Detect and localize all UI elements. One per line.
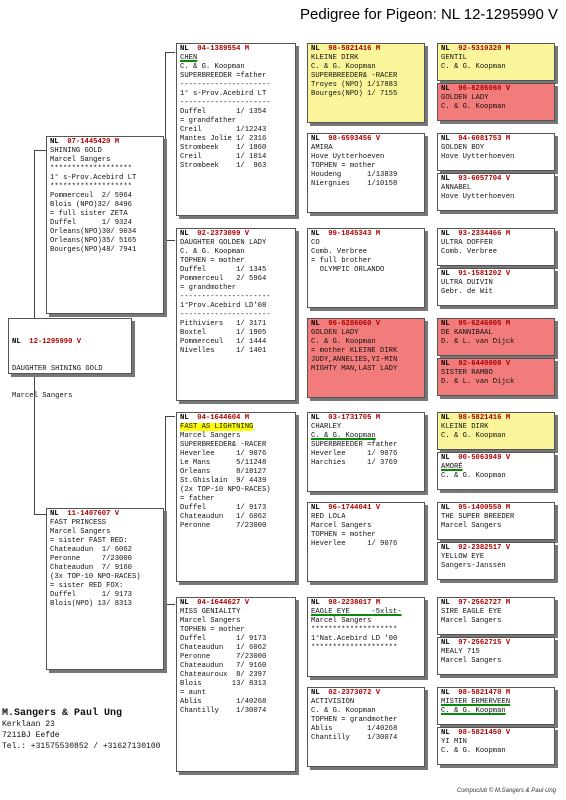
- pigeon-name: FAST AS LIGHTNING: [180, 423, 254, 431]
- great-grandparent-card[interactable]: [307, 502, 425, 582]
- pedigree-line: KLEINE DIRK: [311, 54, 359, 62]
- pedigree-line: FAST PRINCESS: [50, 519, 107, 527]
- pedigree-line: Comb. Verbree: [441, 248, 498, 256]
- pedigree-line: = sister FAST RED:: [50, 537, 128, 545]
- pedigree-line: Creil 1/12243: [180, 126, 267, 134]
- pedigree-line: Marcel Sangers: [441, 522, 502, 530]
- subject-card[interactable]: [8, 318, 132, 400]
- pedigree-line: SUPERBREEDER =father: [180, 72, 267, 80]
- ring-number: NL 02-2373099 V: [180, 230, 250, 238]
- pedigree-line: C. & G. Koopman: [441, 63, 506, 71]
- gg-grandparent-card[interactable]: [437, 687, 555, 725]
- ring-number: NL 12-1295990 V: [12, 338, 82, 346]
- pedigree-line: *******************: [50, 165, 132, 173]
- ring-number: NL 92-2382517 V: [441, 544, 511, 552]
- pedigree-line: GOLDEN LADY: [441, 94, 489, 102]
- pedigree-line: = aunt: [180, 689, 206, 697]
- pedigree-line: Chantilly 1/30074: [180, 707, 267, 715]
- great-grandparent-card[interactable]: [307, 597, 425, 677]
- ring-number: NL 91-1581202 V: [441, 270, 511, 278]
- pedigree-line: Marcel Sangers: [180, 617, 241, 625]
- pedigree-line: Strombeek 1/ 963: [180, 162, 267, 170]
- pedigree-line: 1° s-Prov.Acebird LT: [180, 90, 267, 98]
- pedigree-line: THE SUPER BREEDER: [441, 513, 515, 521]
- pedigree-line: 1°Prov.Acebird LD'08: [180, 302, 267, 310]
- pedigree-line: C. & G. Koopman: [441, 707, 506, 715]
- pedigree-line: SIRE EAGLE EYE: [441, 608, 502, 616]
- pedigree-line: Chateaudun 7/ 9160: [180, 662, 267, 670]
- pedigree-line: TOPHEN = mother: [180, 626, 245, 634]
- pedigree-line: Duffel 1/ 9173: [180, 635, 267, 643]
- pedigree-line: Orleans 8/18127: [180, 468, 267, 476]
- gg-grandparent-card[interactable]: [437, 228, 555, 266]
- pedigree-line: RED LOLA: [311, 513, 346, 521]
- pedigree-line: Niergnies 1/10158: [311, 180, 398, 188]
- pedigree-line: 1° s-Prov.Acebird LT: [50, 174, 137, 182]
- pedigree-line: = full brother: [311, 257, 372, 265]
- pedigree-line: Mantes Jolie 1/ 2316: [180, 135, 267, 143]
- gg-grandparent-card[interactable]: [437, 637, 555, 675]
- pedigree-line: Gebr. de Wit: [441, 288, 493, 296]
- ring-number: NL 93-2334466 M: [441, 230, 511, 238]
- owner-block: [2, 708, 160, 752]
- gg-grandparent-card[interactable]: [437, 173, 555, 211]
- pedigree-line: TOPHEN = grandmother: [311, 716, 398, 724]
- ring-number: NL 92-5310320 M: [441, 45, 511, 53]
- pedigree-line: C. & G. Koopman: [311, 707, 376, 715]
- footer-credit: Compuclub © M.Sangers & Paul Ung: [456, 788, 556, 794]
- pedigree-line: GOLDEN LADY: [311, 329, 359, 337]
- pedigree-line: St.Ghislain 9/ 4439: [180, 477, 267, 485]
- pedigree-line: GENTIL: [441, 54, 467, 62]
- connector: [165, 52, 175, 53]
- pedigree-line: Creil 1/ 1014: [180, 153, 267, 161]
- pedigree-line: DE KANNIBAAL: [441, 329, 493, 337]
- pedigree-line: CHARLEY: [311, 423, 342, 431]
- pedigree-line: Harchies 1/ 3769: [311, 459, 398, 467]
- gg-grandparent-card[interactable]: [437, 412, 555, 450]
- pedigree-line: Ablis 1/40268: [311, 725, 398, 733]
- gg-grandparent-card[interactable]: [437, 133, 555, 171]
- pedigree-line: Troyes (NPO) 1/17883: [311, 81, 398, 89]
- owner-address-2: 7211BJ Eefde: [2, 731, 60, 740]
- pedigree-line: Boxtel 1/ 1905: [180, 329, 267, 337]
- pedigree-line: GOLDEN BOY: [441, 144, 485, 152]
- pedigree-line: D. & L. van Dijck: [441, 338, 515, 346]
- pedigree-line: ULTRA DOFFER: [441, 239, 493, 247]
- ring-number: NL 11-1407607 V: [50, 510, 120, 518]
- pedigree-line: Hove Uytterhoeven: [311, 153, 385, 161]
- gg-grandparent-card[interactable]: [437, 318, 555, 356]
- pedigree-line: OLYMPIC ORLANDO: [311, 266, 385, 274]
- pedigree-line: ULTRA DUIVIN: [441, 279, 493, 287]
- pedigree-line: *******************: [50, 183, 132, 191]
- ring-number: NL 98-2238017 M: [311, 599, 381, 607]
- pedigree-line: Duffel 1/ 9173: [50, 591, 132, 599]
- great-grandparent-card[interactable]: [307, 412, 425, 492]
- gg-grandparent-card[interactable]: [437, 43, 555, 81]
- ring-number: NL 93-6057704 V: [441, 175, 511, 183]
- pedigree-line: ---------------------: [180, 293, 271, 301]
- grandsire-2-card[interactable]: [176, 412, 296, 582]
- pedigree-line: KLEINE DIRK: [441, 423, 489, 431]
- connector: [165, 52, 166, 240]
- great-grandparent-card[interactable]: [307, 687, 425, 767]
- pedigree-line: C. & G. Koopman: [441, 432, 506, 440]
- pedigree-line: AMORÉ: [441, 463, 463, 471]
- pedigree-line: C. & G. Koopman: [311, 338, 376, 346]
- great-grandparent-card[interactable]: [307, 133, 425, 213]
- pedigree-line: Duffel 1/ 9173: [180, 504, 267, 512]
- pedigree-line: ACTIVISION: [311, 698, 355, 706]
- pedigree-line: D. & L. van Dijck: [441, 378, 515, 386]
- pedigree-line: Heverlee 1/ 9076: [180, 450, 267, 458]
- ring-number: NL 98-5821416 M: [311, 45, 381, 53]
- pedigree-line: Duffel 1/ 1354: [180, 108, 267, 116]
- pedigree-line: Comb. Verbree: [311, 248, 368, 256]
- pedigree-line: Peronne 7/23000: [180, 522, 267, 530]
- ring-number: NL 03-1731705 M: [311, 414, 381, 422]
- ring-number: NL 94-6081753 M: [441, 135, 511, 143]
- ring-number: NL 04-1644604 M: [180, 414, 250, 422]
- ring-number: NL 98-5821470 M: [441, 689, 511, 697]
- pedigree-line: Heverlee 1/ 9076: [311, 540, 398, 548]
- gg-grandparent-card[interactable]: [437, 268, 555, 306]
- owner-phone: Tel.: +31575530852 / +31627130100: [2, 742, 161, 751]
- great-grandparent-card[interactable]: [307, 228, 425, 308]
- connector: [165, 604, 175, 605]
- pedigree-line: SHINING GOLD: [50, 147, 102, 155]
- ring-number: NL 97-2562715 V: [441, 639, 511, 647]
- pedigree-line: Orleans(NPO)35/ 5165: [50, 237, 137, 245]
- pedigree-line: Peronne 7/23000: [50, 555, 132, 563]
- ring-number: NL 04-1389554 M: [180, 45, 250, 53]
- pedigree-line: TOPHEN = mother: [311, 162, 376, 170]
- pedigree-line: C. & G. Koopman: [311, 63, 376, 71]
- pedigree-line: Peronne 7/23000: [180, 653, 267, 661]
- pedigree-line: = grandfather: [180, 117, 237, 125]
- pedigree-line: Marcel Sangers: [441, 657, 502, 665]
- owner-address-1: Kerklaan 23: [2, 720, 55, 729]
- pedigree-line: MIGHTY MAN,LAST LADY: [311, 365, 398, 373]
- pedigree-line: Hove Uytterhoeven: [441, 193, 515, 201]
- ring-number: NL 97-2562727 M: [441, 599, 511, 607]
- pedigree-line: SUPERBREEDER& -RACER: [180, 441, 267, 449]
- pedigree-line: Blois (NPO)32/ 8496: [50, 201, 132, 209]
- dam-card[interactable]: [46, 508, 164, 670]
- connector: [165, 416, 175, 417]
- pedigree-line: SUPERBREEDER& -RACER: [311, 72, 398, 80]
- pedigree-line: (2x TOP-10 NPO-RACES): [180, 486, 271, 494]
- pedigree-line: C. & G. Koopman: [441, 472, 506, 480]
- pedigree-line: YELLOW EYE: [441, 553, 485, 561]
- connector: [165, 416, 166, 606]
- pedigree-line: (3x TOP-10 NPO-RACES): [50, 573, 141, 581]
- pedigree-line: ********************: [311, 626, 398, 634]
- ring-number: NL 04-1644627 V: [180, 599, 250, 607]
- ring-number: NL 95-1400550 M: [441, 504, 511, 512]
- pedigree-line: Le Mans 5/11248: [180, 459, 267, 467]
- gg-grandparent-card[interactable]: [437, 452, 555, 490]
- granddam-2-card[interactable]: [176, 597, 296, 772]
- pedigree-line: SUPERBREEDER =father: [311, 441, 398, 449]
- pedigree-line: Marcel Sangers: [311, 522, 372, 530]
- pedigree-line: Houdeng 1/13839: [311, 171, 398, 179]
- pedigree-line: Pommerceul 2/ 5964: [180, 275, 267, 283]
- pedigree-line: TOPHEN = mother: [311, 531, 376, 539]
- pedigree-line: = full sister ZETA: [50, 210, 128, 218]
- pedigree-line: TOPHEN = mother: [180, 257, 245, 265]
- pedigree-line: = grandmother: [180, 284, 237, 292]
- pedigree-line: Duffel 1/ 9324: [50, 219, 132, 227]
- pedigree-line: Chateauroux 8/ 2397: [180, 671, 267, 679]
- pedigree-line: Ablis 1/40268: [180, 698, 267, 706]
- gg-grandparent-card[interactable]: [437, 597, 555, 635]
- pedigree-line: ---------------------: [180, 311, 271, 319]
- ring-number: NL 98-5821416 M: [441, 414, 511, 422]
- pedigree-line: Pithiviers 1/ 3171: [180, 320, 267, 328]
- ring-number: NL 98-5821450 V: [441, 729, 511, 737]
- pedigree-line: ANNABEL: [441, 184, 472, 192]
- pedigree-line: ---------------------: [180, 99, 271, 107]
- pedigree-line: Bourges(NPO) 1/ 7155: [311, 90, 398, 98]
- granddam-1-card[interactable]: [176, 228, 296, 401]
- pedigree-line: = sister RED FOX:: [50, 582, 124, 590]
- pedigree-line: C. & G. Koopman: [180, 248, 245, 256]
- gg-grandparent-card[interactable]: [437, 502, 555, 540]
- ring-number: NL 98-6593456 V: [311, 135, 381, 143]
- pedigree-line: DAUGHTER GOLDEN LADY: [180, 239, 267, 247]
- ring-number: NL 02-2373072 V: [311, 689, 381, 697]
- pedigree-line: Nivelles 1/ 1401: [180, 347, 267, 355]
- pedigree-line: C. & G. Koopman: [441, 103, 506, 111]
- ring-number: NL 95-6246005 M: [441, 320, 511, 328]
- pedigree-line: MEALY 715: [441, 648, 480, 656]
- page-title: Pedigree for Pigeon: NL 12-1295990 V: [300, 6, 558, 23]
- pedigree-line: Marcel Sangers: [311, 617, 372, 625]
- pedigree-line: Strombeek 1/ 1860: [180, 144, 267, 152]
- pedigree-line: C. & G. Koopman: [311, 432, 376, 440]
- pedigree-line: CO: [311, 239, 320, 247]
- pigeon-name: EAGLE EYE -5xlst-: [311, 608, 402, 616]
- gg-grandparent-card[interactable]: [437, 542, 555, 580]
- gg-grandparent-card[interactable]: [437, 83, 555, 121]
- pedigree-line: Bourges(NPO)48/ 7941: [50, 246, 137, 254]
- ring-number: NL 96-1744041 V: [311, 504, 381, 512]
- pedigree-line: Chantilly 1/30074: [311, 734, 398, 742]
- owner-name: M.Sangers & Paul Ung: [2, 708, 123, 719]
- pedigree-line: SISTER RAMBO: [441, 369, 493, 377]
- pedigree-line: Chateaudun 1/ 6062: [180, 644, 267, 652]
- great-grandparent-card[interactable]: [307, 318, 425, 398]
- pedigree-line: ---------------------: [180, 81, 271, 89]
- ring-number: NL 96-6286060 V: [311, 320, 381, 328]
- pedigree-line: Marcel Sangers: [180, 432, 241, 440]
- pedigree-line: Pommerceul 2/ 5964: [50, 192, 132, 200]
- pedigree-line: YI MIN: [441, 738, 467, 746]
- pedigree-line: Hove Uytterhoeven: [441, 153, 515, 161]
- pigeon-name: DAUGHTER SHINING GOLD: [12, 365, 103, 373]
- connector: [34, 150, 35, 320]
- gg-grandparent-card[interactable]: [437, 727, 555, 765]
- pedigree-line: Blois 13/ 8313: [180, 680, 267, 688]
- ring-number: NL 96-6286060 V: [441, 85, 511, 93]
- pedigree-line: Duffel 1/ 1345: [180, 266, 267, 274]
- pedigree-line: Pommerceul 1/ 1444: [180, 338, 267, 346]
- pedigree-line: C. & G. Koopman: [441, 747, 506, 755]
- pigeon-name: CHEN: [180, 54, 198, 62]
- pedigree-line: 1°Nat.Acebird LD '00: [311, 635, 398, 643]
- grandsire-1-card[interactable]: [176, 43, 296, 216]
- pedigree-line: Chateaudun 1/ 6062: [50, 546, 132, 554]
- sire-card[interactable]: [46, 136, 164, 314]
- pedigree-line: Marcel Sangers: [50, 156, 111, 164]
- pedigree-line: Blois(NPO) 13/ 8313: [50, 600, 132, 608]
- pedigree-line: MISS GENIALITY: [180, 608, 241, 616]
- ring-number: NL 00-5063949 V: [441, 454, 511, 462]
- pedigree-line: Heverlee 1/ 9076: [311, 450, 398, 458]
- great-grandparent-card[interactable]: [307, 43, 425, 123]
- pedigree-line: Orleans(NPO)30/ 9034: [50, 228, 137, 236]
- pedigree-line: Chateaudun 1/ 6062: [180, 513, 267, 521]
- breeder: Marcel Sangers: [12, 392, 73, 400]
- pedigree-line: Chateaudun 7/ 9160: [50, 564, 132, 572]
- pedigree-line: Sangers-Janssen: [441, 562, 506, 570]
- gg-grandparent-card[interactable]: [437, 358, 555, 396]
- pedigree-line: MISTER ERMERVEEN: [441, 698, 511, 706]
- pedigree-line: ********************: [311, 644, 398, 652]
- ring-number: NL 92-6440008 V: [441, 360, 511, 368]
- ring-number: NL 99-1845343 M: [311, 230, 381, 238]
- pedigree-line: C. & G. Koopman: [180, 63, 245, 71]
- pedigree-line: JUDY,ANNELIES,YI-MIN: [311, 356, 398, 364]
- pedigree-line: = father: [180, 495, 215, 503]
- ring-number: NL 07-1445420 M: [50, 138, 120, 146]
- connector: [165, 240, 175, 241]
- pedigree-line: Marcel Sangers: [50, 528, 111, 536]
- pedigree-line: = mother KLEINE DIRK: [311, 347, 398, 355]
- pedigree-line: AMIRA: [311, 144, 333, 152]
- pedigree-line: Marcel Sangers: [441, 617, 502, 625]
